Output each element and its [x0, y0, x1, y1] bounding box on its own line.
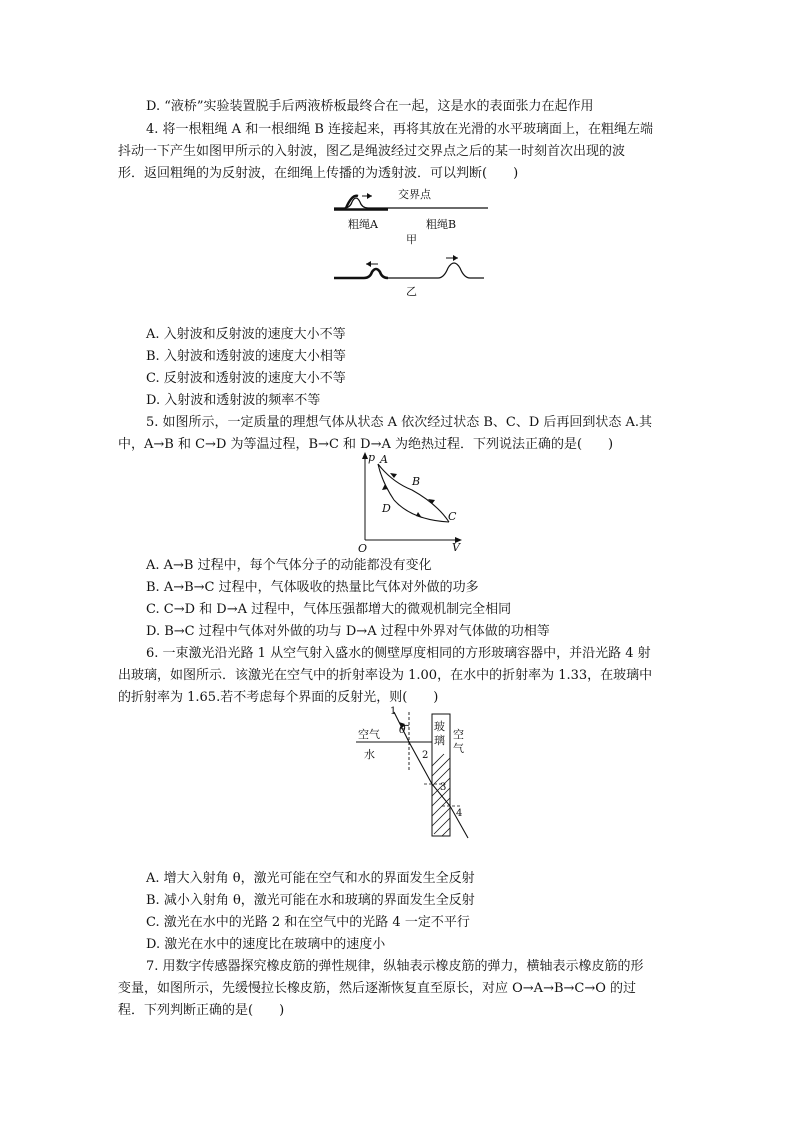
q6-option-b: B. 减小入射角 θ，激光可能在水和玻璃的界面发生全反射: [146, 893, 475, 908]
q5-pv-cycle-figure: [352, 452, 472, 554]
p-axis-label: p: [368, 452, 376, 464]
q4-option-c: C. 反射波和透射波的速度大小不等: [146, 371, 346, 386]
q4-stem-line-3: 形．返回粗绳的为反射波，在细绳上传播的为透射波．可以判断( ): [118, 166, 519, 181]
q5-option-c: C. C→D 和 D→A 过程中，气体压强都增大的微观机制完全相同: [146, 602, 512, 617]
state-b-label: B: [412, 475, 421, 488]
q5-stem-line-2: 中，A→B 和 C→D 为等温过程，B→C 和 D→A 为绝热过程．下列说法正确的是( ): [118, 437, 614, 452]
state-a-label: A: [380, 453, 388, 466]
q6-stem-line-3: 的折射率为 1.65.若不考虑每个界面的反射光，则( ): [118, 690, 439, 705]
q4-rope-wave-figure: [328, 182, 498, 300]
path-4-label: 4: [456, 808, 463, 819]
water-label: 水: [364, 748, 375, 761]
glass-label-1: 玻: [434, 720, 445, 733]
q5-option-a: A. A→B 过程中，每个气体分子的动能都没有变化: [146, 558, 432, 573]
q5-stem-line-1: 5. 如图所示，一定质量的理想气体从状态 A 依次经过状态 B、C、D 后再回到状态 A.其: [146, 415, 653, 430]
q4-option-d: D. 入射波和透射波的频率不等: [146, 393, 321, 408]
figure-jia-label: 甲: [406, 233, 417, 246]
q3-option-d: D. “液桥”实验装置脱手后两液桥板最终合在一起，这是水的表面张力在起作用: [146, 99, 594, 114]
q7-stem-line-2: 变量，如图所示，先缓慢拉长橡皮筋，然后逐渐恢复直至原长，对应 O→A→B→C→O 的过: [118, 981, 637, 996]
junction-label: 交界点: [398, 188, 431, 201]
q6-option-a: A. 增大入射角 θ，激光可能在空气和水的界面发生全反射: [146, 871, 475, 886]
rope-b-label: 粗绳B: [426, 218, 457, 231]
state-d-label: D: [382, 502, 391, 515]
state-c-label: C: [448, 510, 457, 523]
path-3-label: 3: [440, 782, 447, 793]
q4-option-a: A. 入射波和反射波的速度大小不等: [146, 327, 346, 342]
air-label-right-1: 空: [453, 728, 464, 741]
q6-stem-line-2: 出玻璃，如图所示．该激光在空气中的折射率设为 1.00，在水中的折射率为 1.33，在玻璃中: [118, 668, 653, 683]
q5-option-d: D. B→C 过程中气体对外做的功与 D→A 过程中外界对气体做的功相等: [146, 624, 550, 639]
q4-option-b: B. 入射波和透射波的速度大小相等: [146, 349, 346, 364]
q6-option-d: D. 激光在水中的速度比在玻璃中的速度小: [146, 937, 386, 952]
q5-option-b: B. A→B→C 过程中，气体吸收的热量比气体对外做的功多: [146, 580, 479, 595]
q6-option-c: C. 激光在水中的光路 2 和在空气中的光路 4 一定不平行: [146, 915, 470, 930]
q4-stem-line-1: 4. 将一根粗绳 A 和一根细绳 B 连接起来，再将其放在光滑的水平玻璃面上，在粗绳左端: [146, 122, 654, 137]
path-1-label: 1: [390, 706, 397, 717]
figure-yi-label: 乙: [406, 285, 417, 298]
q7-stem-line-3: 程．下列判断正确的是( ): [118, 1003, 285, 1018]
theta-label: θ: [399, 723, 406, 736]
v-axis-label: V: [452, 541, 460, 554]
q4-stem-line-2: 抖动一下产生如图甲所示的入射波，图乙是绳波经过交界点之后的某一时刻首次出现的波: [118, 144, 626, 159]
q6-stem-line-1: 6. 一束激光沿光路 1 从空气射入盛水的侧壁厚度相同的方形玻璃容器中，并沿光路 4 射: [146, 646, 651, 661]
q7-stem-line-1: 7. 用数字传感器探究橡皮筋的弹性规律，纵轴表示橡皮筋的弹力，横轴表示橡皮筋的形: [146, 959, 644, 974]
q6-laser-refraction-figure: [354, 702, 480, 840]
origin-label: O: [358, 542, 368, 554]
figure-yi-waves: [334, 255, 484, 278]
glass-label-2: 璃: [434, 734, 445, 747]
air-label-left: 空气: [358, 728, 380, 741]
air-label-right-2: 气: [453, 742, 464, 755]
rope-a-label: 粗绳A: [348, 218, 378, 231]
path-2-label: 2: [422, 750, 429, 761]
